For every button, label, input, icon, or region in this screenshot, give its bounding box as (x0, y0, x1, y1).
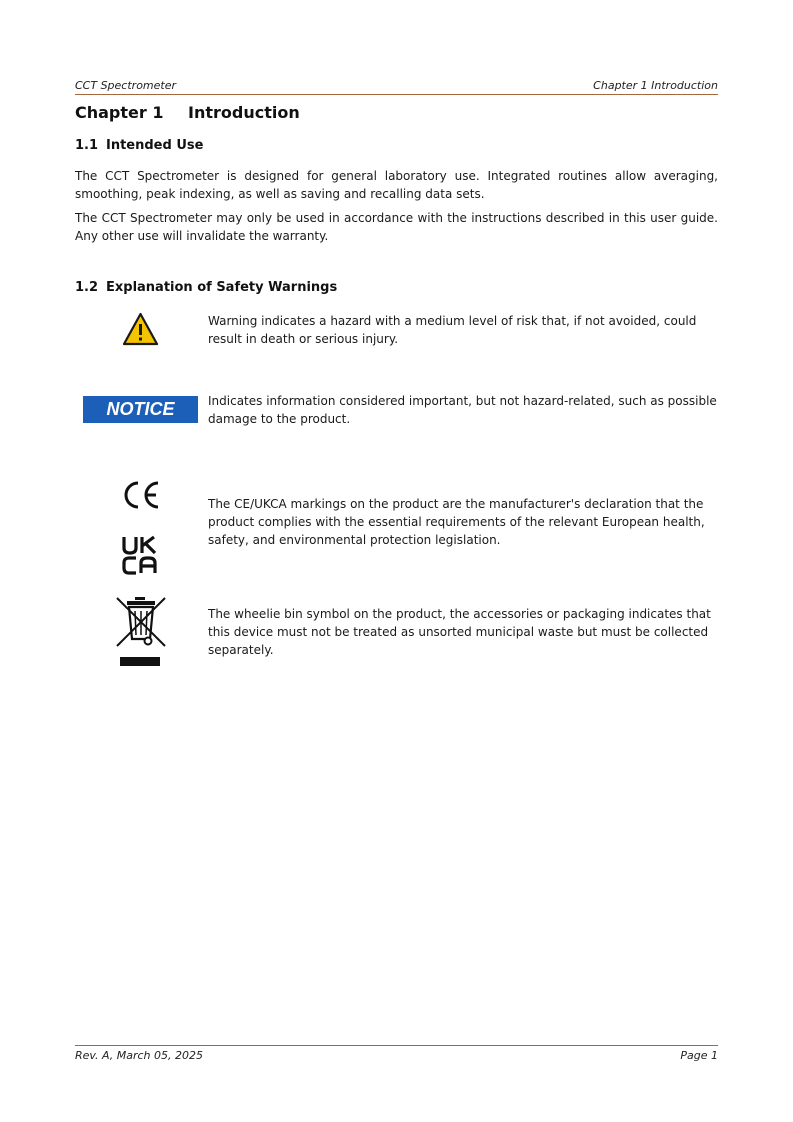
page-footer (75, 1045, 718, 1066)
header-chapter-title: Chapter 1 Introduction (593, 79, 718, 92)
footer-revision-date: Rev. A, March 05, 2025 (75, 1049, 203, 1062)
header-document-title: CCT Spectrometer (75, 79, 177, 92)
section-title: Intended Use (106, 138, 204, 153)
notice-description: Indicates information considered important, but not hazard-related, such as possible damage to the product. (208, 394, 717, 426)
warning-triangle-icon (122, 312, 159, 346)
section-title: Explanation of Safety Warnings (106, 280, 338, 295)
section-heading-safety-warnings (75, 280, 337, 295)
ce-mark-graphic (118, 478, 164, 512)
page-header (75, 78, 718, 95)
crossed-wheelie-bin-icon (113, 595, 169, 669)
ce-ukca-description: The CE/UKCA markings on the product are the manufacturer's declaration that the product complies with the essential requirements of the relevant European health, safety, and environmental protection legislation. (208, 497, 705, 547)
footer-page-number: Page 1 (680, 1049, 718, 1062)
section-heading-intended-use (75, 138, 203, 153)
ukca-mark-graphic (121, 535, 161, 575)
intended-use-paragraph-1: The CCT Spectrometer is designed for general laboratory use. Integrated routines allow averaging, smoothing, peak indexing, as well as saving and recalling data sets. (75, 169, 718, 201)
ce-mark-icon (118, 478, 164, 512)
weee-description: The wheelie bin symbol on the product, the accessories or packaging indicates that this device must not be treated as unsorted municipal waste but must be collected separately. (208, 607, 711, 657)
intended-use-paragraph-2: The CCT Spectrometer may only be used in accordance with the instructions described in this user guide. Any other use will invalidate the warranty. (75, 211, 718, 243)
section-number: 1.1 (75, 138, 99, 153)
section-number: 1.2 (75, 280, 99, 295)
ukca-mark-icon (121, 535, 161, 575)
notice-label: NOTICE (83, 396, 198, 423)
chapter-heading (75, 103, 300, 122)
chapter-number: Chapter 1 (75, 103, 164, 122)
warning-description: Warning indicates a hazard with a medium level of risk that, if not avoided, could result in death or serious injury. (208, 314, 697, 346)
chapter-title: Introduction (188, 103, 300, 122)
